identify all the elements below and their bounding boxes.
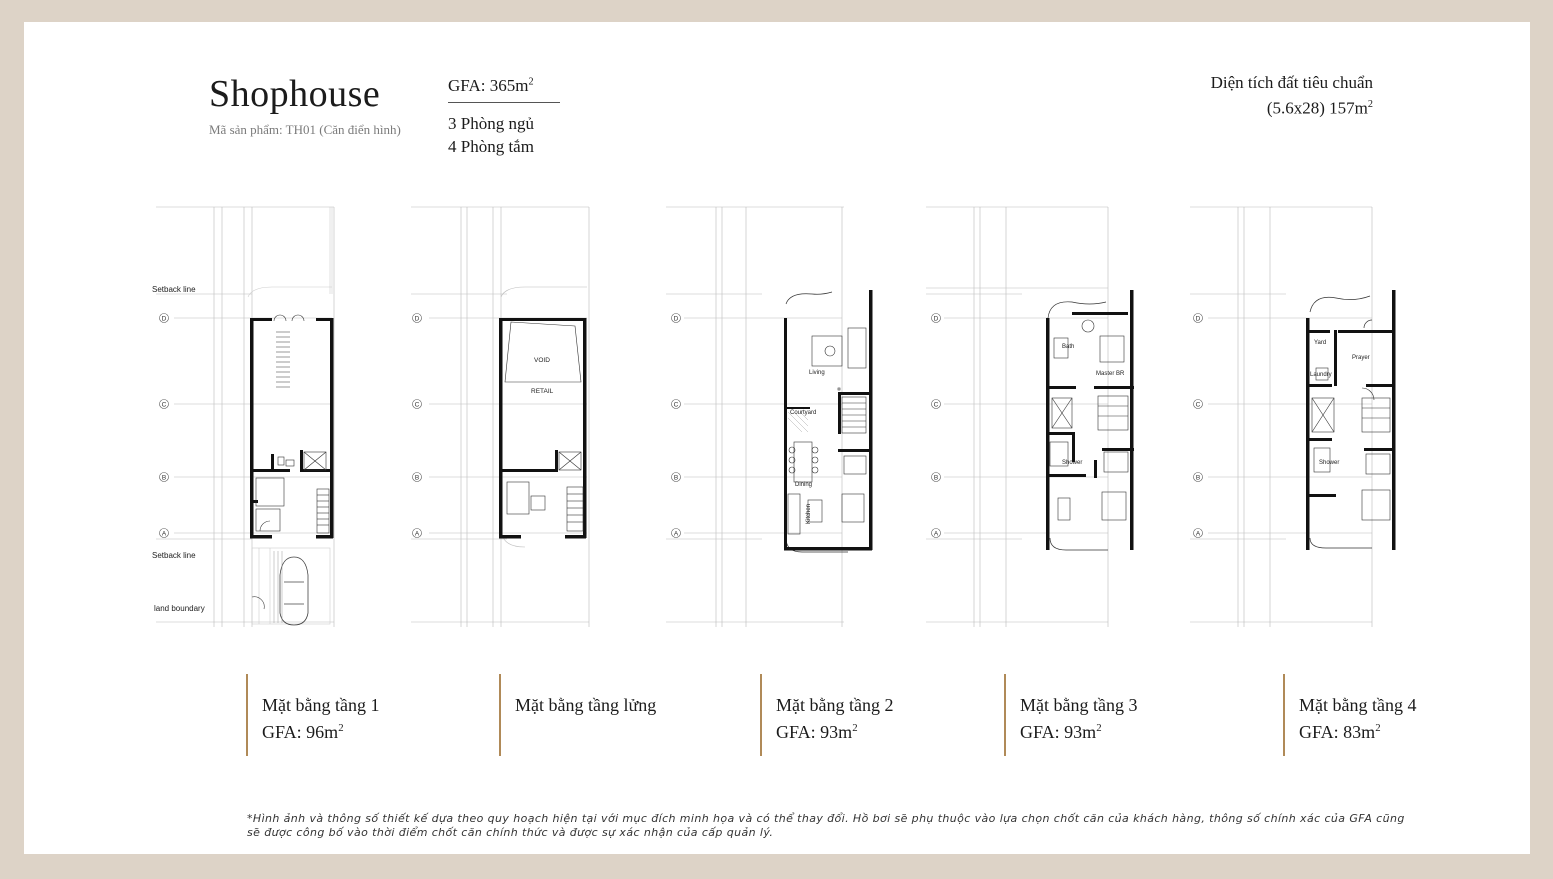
setback-line-label-2: Setback line [152, 551, 196, 560]
floor-plan-2 [662, 202, 852, 642]
grid-label-c: C [161, 401, 167, 409]
floor-name: Mặt bằng tầng 4 [1299, 695, 1417, 715]
floor-name: Mặt bằng tầng 2 [776, 695, 894, 715]
shower-label: Shower [1062, 460, 1083, 466]
floor-plan-3 [922, 202, 1125, 642]
grid-label-b: B [161, 474, 167, 482]
grid-label-a: A [161, 530, 167, 538]
svg-text:D: D [673, 315, 679, 323]
shower-label-4: Shower [1319, 460, 1340, 466]
floor-gfa: GFA: $83m^2$ [1299, 722, 1381, 742]
kitchen-label: Kitchen [806, 503, 812, 524]
page-title: Shophouse [209, 73, 381, 115]
setback-line-label: Setback line [152, 285, 196, 294]
land-area-label: Diện tích đất tiêu chuẩn [1210, 73, 1373, 92]
floor-name: Mặt bằng tầng lửng [515, 695, 657, 715]
floor-name: Mặt bằng tầng 3 [1020, 695, 1138, 715]
total-gfa: GFA: $365m^2$ [448, 76, 534, 95]
floor-gfa: GFA: $93m^2$ [776, 722, 858, 742]
land-area [1211, 72, 1373, 120]
yard-label: Yard [1314, 340, 1327, 346]
retail-label: RETAIL [531, 388, 554, 395]
floor-plan-1 [152, 202, 342, 642]
svg-text:D: D [1195, 315, 1201, 323]
living-label: Living [809, 370, 825, 376]
floor-plan-mezzanine [407, 202, 597, 642]
bedroom-count: 3 Phòng ngủ [448, 114, 534, 133]
floor-name: Mặt bằng tầng 1 [262, 695, 380, 715]
svg-text:A: A [414, 530, 420, 538]
prayer-label: Prayer [1352, 355, 1370, 361]
room-count [448, 112, 534, 158]
svg-text:D: D [414, 315, 420, 323]
bathroom-count: 4 Phòng tắm [448, 137, 534, 156]
brochure-sheet [24, 22, 1530, 854]
svg-text:A: A [673, 530, 679, 538]
floor-caption-2 [760, 674, 893, 756]
svg-text:A: A [1195, 530, 1201, 538]
laundry-label: Laundry [1310, 372, 1332, 378]
floor-gfa: GFA: $96m^2$ [262, 722, 344, 742]
floor-plan-4 [1186, 202, 1376, 642]
bath-label: Bath [1062, 344, 1075, 350]
svg-text:C: C [1195, 401, 1201, 409]
svg-text:C: C [673, 401, 679, 409]
void-label: VOID [534, 357, 550, 364]
floor-caption-3 [1004, 674, 1137, 756]
land-area-value: (5.6x28) $157m^2$ [1266, 98, 1373, 118]
svg-text:B: B [414, 474, 420, 482]
svg-text:B: B [933, 474, 939, 482]
product-code: Mã sản phẩm: TH01 (Căn điển hình) [209, 122, 401, 137]
svg-text:A: A [933, 530, 939, 538]
master-br-label: Master BR [1096, 371, 1125, 377]
svg-text:B: B [1195, 474, 1201, 482]
land-boundary-label: land boundary [154, 604, 205, 613]
floor-caption-1 [246, 674, 379, 756]
svg-text:C: C [933, 401, 939, 409]
svg-text:C: C [414, 401, 420, 409]
courtyard-label: Courtyard [790, 410, 817, 416]
floor-caption-4 [1283, 674, 1416, 756]
disclaimer-footnote: *Hình ảnh và thông số thiết kế dựa theo quy hoạch hiện tại với mục đích minh họa và có thể thay đổi. Hồ bơi sẽ phụ thuộc vào lựa chọn chốt căn của khách hàng, thông số chính xác của GFA cũng sẽ được công bố vào thời điểm chốt căn chính thức và được sự xác nhận của cấp quản lý. [247, 812, 1405, 839]
dining-label: Dining [795, 482, 813, 488]
svg-text:B: B [673, 474, 679, 482]
grid-label-d: D [161, 315, 167, 323]
svg-text:D: D [933, 315, 939, 323]
floor-gfa: GFA: $93m^2$ [1020, 722, 1102, 742]
floor-caption-mezzanine [499, 674, 656, 756]
gfa-divider [448, 102, 560, 103]
